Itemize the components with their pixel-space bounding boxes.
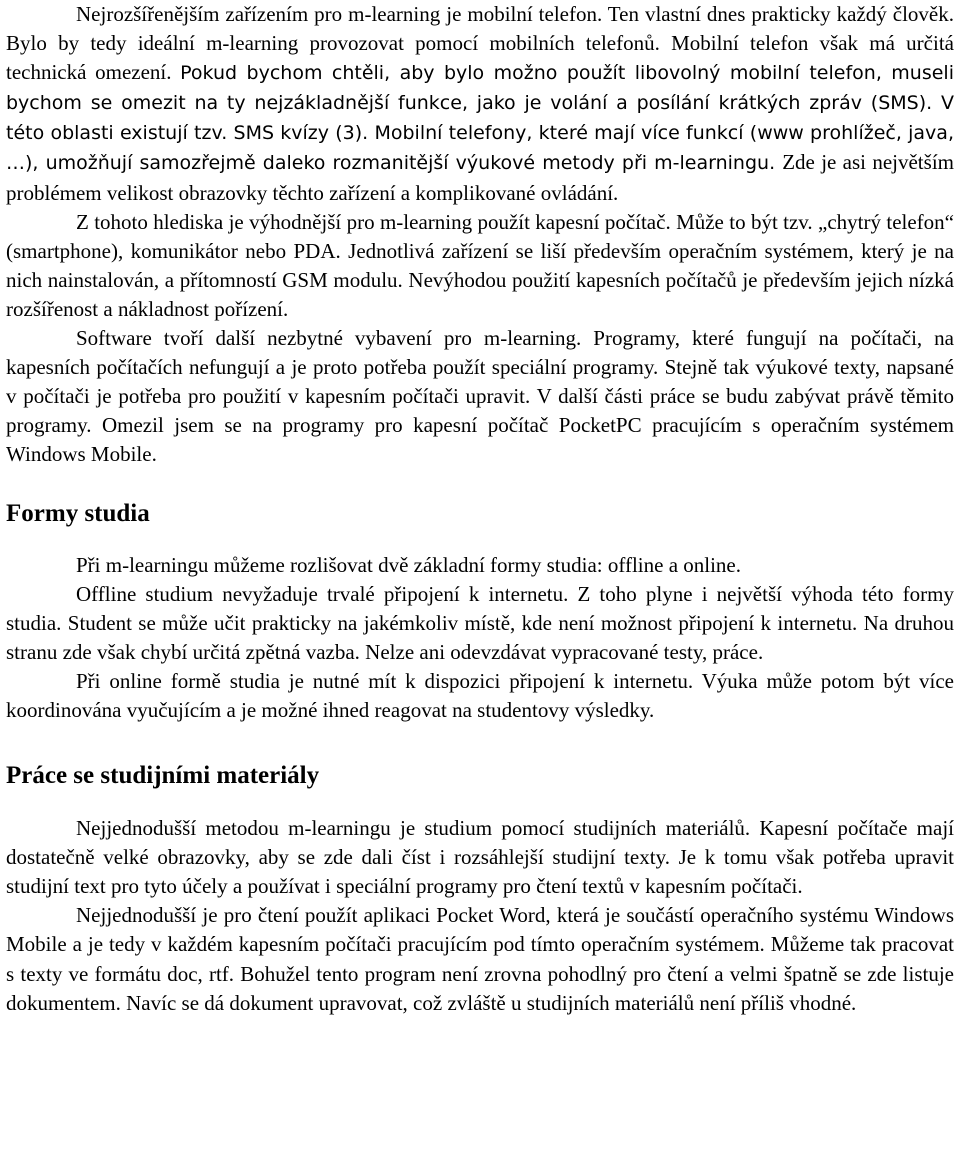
spacer: [6, 534, 954, 551]
paragraph-pocket-word: Nejjednodušší je pro čtení použít aplikaci Pocket Word, která je součástí operačního systému Windows Mobile a je tedy v každém kapesním počítači pracujícím pod tímto operačním systémem. Můžeme tak pracovat s texty ve formátu doc, rtf. Bohužel tento program není zrovna pohodlný pro čtení a velmi špatně se zde listuje dokumentem. Navíc se dá dokument upravovat, což zvláště u studijních materiálů není příliš vhodné.: [6, 903, 954, 1015]
paragraph-mobile-phones-limits: Zde je asi největším problémem velikost obrazovky těchto zařízení a komplikované ovládání.: [6, 150, 954, 205]
spacer: [6, 470, 954, 499]
heading-text: Práce se studijními materiály: [6, 762, 320, 790]
spacer: [6, 725, 954, 761]
spacer: [6, 796, 954, 814]
paragraph-study-materials: Nejjednodušší metodou m-learningu je studium pomocí studijních materiálů. Kapesní počítače mají dostatečně velké obrazovky, aby se zde dali číst i rozsáhlejší studijní texty. Je k tomu však potřeba upravit studijní text pro tyto účely a používat i speciální programy pro čtení textů v kapesním počítači.: [6, 816, 954, 899]
heading-text: Formy studia: [6, 499, 150, 527]
paragraph-pocket-pc: Z tohoto hlediska je výhodnější pro m-learning použít kapesní počítač. Může to být tzv. „chytrý telefon“ (smartphone), komunikátor nebo PDA. Jednotlivá zařízení se liší především operačním systémem, který je na nich nainstalován, a přítomností GSM modulu. Nevýhodou použití kapesních počítačů je především jejich nízká rozšířenost a nákladnost pořízení.: [6, 209, 954, 321]
section-heading-prace-materialy: [6, 761, 954, 796]
paragraph-forms-intro: Při m-learningu můžeme rozlišovat dvě základní formy studia: offline a online.: [76, 552, 742, 577]
paragraph-mobile-phones: [6, 0, 954, 208]
paragraph-software: Software tvoří další nezbytné vybavení pro m-learning. Programy, které fungují na počítači, na kapesních počítačích nefungují a je proto potřeba použít speciální programy. Stejně tak výukové texty, napsané v počítači je potřeba pro použití v kapesním počítači upravit. V další části práce se budu zabývat právě těmito programy. Omezil jsem se na programy pro kapesní počítač PocketPC pracujícím s operačním systémem Windows Mobile.: [6, 326, 954, 467]
paragraph-online: Při online formě studia je nutné mít k dispozici připojení k internetu. Výuka může potom být více koordinována vyučujícím a je možné ihned reagovat na studentovy výsledky.: [6, 668, 954, 722]
paragraph-offline: Offline studium nevyžaduje trvalé připojení k internetu. Z toho plyne i největší výhoda této formy studia. Student se může učit prakticky na jakémkoliv místě, kde není možnost připojení k internetu. Na druhou stranu zde však chybí určitá zpětná vazba. Nelze ani odevzdávat vypracované testy, práce.: [6, 581, 954, 664]
section-heading-formy-studia: [6, 499, 954, 534]
document-page: [6, 0, 954, 1018]
paragraph-mobile-phones-intro: Nejrozšířenějším zařízením pro m-learning je mobilní telefon. Ten vlastní dnes prakticky každý člověk. Bylo by tedy ideální m-learning provozovat pomocí mobilních telefonů. Mobilní telefon však má určitá technická omezení.: [6, 2, 954, 85]
paragraph-mobile-phones-sms: Pokud bychom chtěli, aby bylo možno použít libovolný mobilní telefon, museli bychom se omezit na ty nejzákladnější funkce, jako je volání a posílání krátkých zpráv (SMS). V této oblasti existují tzv. SMS kvízy (3). Mobilní telefony, které mají více funkcí (www prohlížeč, java, …), umožňují samozřejmě daleko rozmanitější výukové metody při m-learningu.: [6, 62, 954, 175]
